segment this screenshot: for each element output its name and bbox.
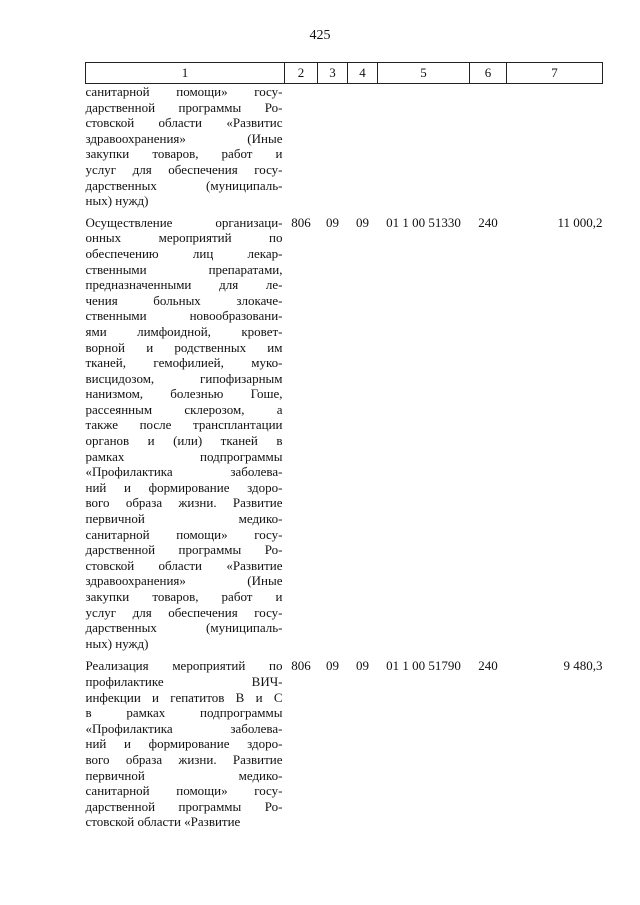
description-line: обеспечению лиц лекар- bbox=[85, 245, 283, 261]
budget-admin-code bbox=[285, 84, 318, 209]
page-number: 425 bbox=[309, 28, 331, 43]
description-line: онных мероприятий по bbox=[85, 230, 283, 246]
target-article-code: 01 1 00 51790 bbox=[386, 658, 461, 674]
column-header: 7 bbox=[507, 63, 603, 84]
target-article-code: 01 1 00 51330 bbox=[386, 214, 461, 230]
section-code: 09 bbox=[326, 214, 339, 230]
description-line: закупки товаров, работ и bbox=[85, 589, 283, 604]
description-line: органов и (или) тканей в bbox=[85, 433, 283, 449]
description-line: предназначенными для ле- bbox=[85, 277, 283, 293]
description-line: ний и формирование здоро- bbox=[85, 479, 283, 495]
description-line: санитарной помощи» госу- bbox=[85, 526, 283, 542]
description-line: дарственных (муниципаль- bbox=[85, 177, 283, 193]
row-description bbox=[86, 658, 285, 830]
description-line: дарственной программы Ро- bbox=[85, 99, 283, 115]
subsection-code: 09 bbox=[356, 214, 369, 230]
description-line: первичной медико- bbox=[85, 511, 283, 527]
description-line: стовской области «Развитис bbox=[85, 115, 283, 131]
row-description bbox=[86, 84, 285, 209]
description-line: санитарной помощи» госу- bbox=[85, 783, 283, 799]
description-line: «Профилактика заболева- bbox=[85, 464, 283, 480]
description-line: «Профилактика заболева- bbox=[85, 720, 283, 736]
description-line: здравоохранения» (Иные bbox=[85, 573, 283, 589]
description-line: тканей, гемофилией, муко- bbox=[85, 355, 283, 371]
table-header bbox=[86, 63, 603, 84]
column-header: 2 bbox=[285, 63, 318, 84]
description-line: первичной медико- bbox=[85, 767, 283, 783]
section-code: 09 bbox=[326, 658, 339, 674]
description-line: санитарной помощи» госу- bbox=[85, 84, 283, 99]
expense-type-code: 240 bbox=[478, 658, 498, 674]
amount-value: 9 480,3 bbox=[563, 658, 603, 674]
row-gap bbox=[86, 651, 603, 658]
budget-admin-code: 806 bbox=[291, 214, 311, 230]
description-line: также после трансплантации bbox=[85, 417, 283, 433]
column-header: 1 bbox=[86, 63, 285, 84]
description-line: ворной и родственных им bbox=[85, 339, 283, 355]
description-line: Осуществление организаци- bbox=[85, 214, 283, 230]
section-code bbox=[318, 84, 348, 209]
description-line: ственными новообразовани- bbox=[85, 308, 283, 324]
description-line: Реализация мероприятий по bbox=[85, 658, 283, 674]
budget-admin-code: 806 bbox=[291, 658, 311, 674]
description-line: вого образа жизни. Развитие bbox=[85, 751, 283, 767]
row-gap-cell bbox=[86, 651, 603, 658]
description-line: дарственной программы Ро- bbox=[85, 798, 283, 814]
subsection-code bbox=[348, 84, 378, 209]
description-line: рамках подпрограммы bbox=[85, 448, 283, 464]
table-row bbox=[86, 215, 603, 652]
column-number-row bbox=[86, 63, 603, 84]
expense-type-code bbox=[470, 84, 507, 209]
description-line: дарственной программы Ро- bbox=[85, 542, 283, 558]
description-line: услуг для обеспечения госу- bbox=[85, 161, 283, 177]
column-header: 6 bbox=[470, 63, 507, 84]
column-header: 5 bbox=[378, 63, 470, 84]
expense-type-code: 240 bbox=[478, 214, 498, 230]
column-header: 3 bbox=[318, 63, 348, 84]
target-article-code bbox=[378, 84, 470, 209]
description-line: стовской области «Развитие bbox=[85, 557, 283, 573]
description-line: ных) нужд) bbox=[85, 193, 149, 209]
description-line: стовской области «Развитие bbox=[85, 814, 241, 830]
table-row bbox=[86, 84, 603, 209]
budget-table bbox=[85, 62, 603, 830]
column-header: 4 bbox=[348, 63, 378, 84]
description-line: инфекции и гепатитов В и С bbox=[85, 689, 283, 705]
description-line: ных) нужд) bbox=[85, 635, 149, 651]
table-row bbox=[86, 658, 603, 830]
subsection-code: 09 bbox=[356, 658, 369, 674]
description-line: здравоохранения» (Иные bbox=[85, 130, 283, 146]
description-line: чения больных злокаче- bbox=[85, 292, 283, 308]
description-line: закупки товаров, работ и bbox=[85, 146, 283, 162]
description-line: ственными препаратами, bbox=[85, 261, 283, 277]
description-line: висцидозом, гипофизарным bbox=[85, 370, 283, 386]
table-body bbox=[86, 84, 603, 830]
description-line: рассеянным склерозом, а bbox=[85, 401, 283, 417]
description-line: профилактике ВИЧ- bbox=[85, 673, 283, 689]
description-line: в рамках подпрограммы bbox=[85, 705, 283, 721]
description-line: вого образа жизни. Развитие bbox=[85, 495, 283, 511]
row-description bbox=[86, 215, 285, 652]
description-line: услуг для обеспечения госу- bbox=[85, 604, 283, 620]
description-line: дарственных (муниципаль- bbox=[85, 620, 283, 636]
description-line: нанизмом, болезнью Гоше, bbox=[85, 386, 283, 402]
description-line: ями лимфоидной, кровет- bbox=[85, 323, 283, 339]
amount-value bbox=[507, 84, 603, 209]
description-line: ний и формирование здоро- bbox=[85, 736, 283, 752]
amount-value: 11 000,2 bbox=[557, 214, 603, 230]
